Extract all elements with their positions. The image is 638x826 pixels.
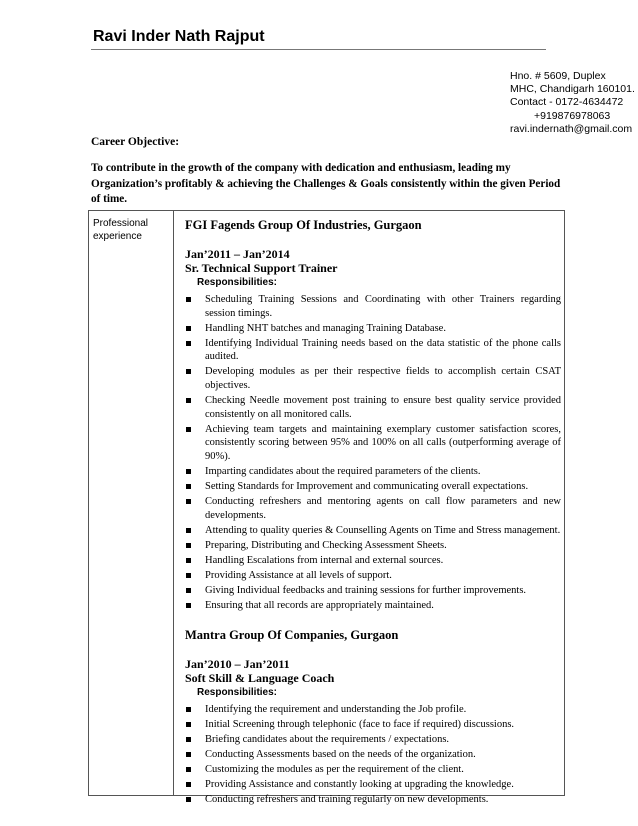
square-bullet-icon xyxy=(186,297,191,302)
list-item: Providing Assistance and constantly looking at upgrading the knowledge. xyxy=(185,778,561,792)
objective-text: To contribute in the growth of the company with dedication and enthusiasm, leading my Organization’s profitably & achieving the Challenges & Goals consistently within the given Period of time. xyxy=(91,162,561,206)
contact-mobile-line: +919876978063 xyxy=(534,109,611,122)
square-bullet-icon xyxy=(186,797,191,802)
square-bullet-icon xyxy=(186,484,191,489)
responsibilities-label: Responsibilities: xyxy=(197,686,278,698)
list-item: Attending to quality queries & Counselling Agents on Time and Stress management. xyxy=(185,524,561,538)
square-bullet-icon xyxy=(186,722,191,727)
contact-address-block xyxy=(510,70,635,136)
square-bullet-icon xyxy=(186,752,191,757)
square-bullet-icon xyxy=(186,558,191,563)
experience-label: Professional experience xyxy=(93,218,149,242)
square-bullet-icon xyxy=(186,398,191,403)
job-role: Soft Skill & Language Coach xyxy=(185,670,335,685)
square-bullet-icon xyxy=(186,543,191,548)
responsibilities-label: Responsibilities: xyxy=(197,277,278,288)
job-role: Sr. Technical Support Trainer xyxy=(185,261,338,275)
list-item: Achieving team targets and maintaining exemplary customer satisfaction scores, consistently scoring between 95% and 100% on all calls (outperforming average of 90%). xyxy=(185,423,561,464)
contact-email: ravi.indernath@gmail.com xyxy=(510,122,633,135)
list-item: Setting Standards for Improvement and communicating overall expectations. xyxy=(185,480,561,494)
square-bullet-icon xyxy=(186,341,191,346)
square-bullet-icon xyxy=(186,737,191,742)
column-divider xyxy=(173,211,174,795)
address-line: MHC, Chandigarh 160101. xyxy=(510,83,635,96)
list-item: Conducting refreshers and training regularly on new developments. xyxy=(185,793,561,807)
square-bullet-icon xyxy=(186,573,191,578)
list-item: Conducting Assessments based on the needs of the organization. xyxy=(185,748,561,762)
responsibility-list xyxy=(185,293,561,613)
list-item: Imparting candidates about the required parameters of the clients. xyxy=(185,465,561,479)
square-bullet-icon xyxy=(186,528,191,533)
square-bullet-icon xyxy=(186,707,191,712)
job-company: Mantra Group Of Companies, Gurgaon xyxy=(185,627,399,642)
list-item: Handling Escalations from internal and external sources. xyxy=(185,554,561,568)
header-divider xyxy=(91,49,546,50)
list-item: Providing Assistance at all levels of support. xyxy=(185,569,561,583)
square-bullet-icon xyxy=(186,469,191,474)
candidate-name: Ravi Inder Nath Rajput xyxy=(93,28,265,45)
job-company: FGI Fagends Group Of Industries, Gurgaon xyxy=(185,218,422,232)
square-bullet-icon xyxy=(186,499,191,504)
experience-table xyxy=(88,210,565,806)
list-item: Identifying Individual Training needs based on the data statistic of the phone calls audited. xyxy=(185,337,561,364)
square-bullet-icon xyxy=(186,588,191,593)
square-bullet-icon xyxy=(186,326,191,331)
address-line: Hno. # 5609, Duplex xyxy=(510,70,606,82)
list-item: Handling NHT batches and managing Training Database. xyxy=(185,322,561,336)
experience-content xyxy=(185,215,561,808)
list-item: Customizing the modules as per the requirement of the client. xyxy=(185,763,561,777)
list-item: Conducting refreshers and mentoring agents on call flow parameters and new developments. xyxy=(185,495,561,522)
job-period: Jan’2010 – Jan’2011 xyxy=(185,656,290,671)
list-item: Identifying the requirement and understanding the Job profile. xyxy=(185,703,561,717)
responsibility-list xyxy=(185,703,561,807)
square-bullet-icon xyxy=(186,767,191,772)
contact-phone-line: Contact - 0172-4634472 xyxy=(510,96,624,109)
list-item: Scheduling Training Sessions and Coordinating with other Trainers regarding session timings. xyxy=(185,293,561,320)
list-item: Checking Needle movement post training to ensure best quality service provided consistently on all monitored calls. xyxy=(185,394,561,421)
list-item: Initial Screening through telephonic (face to face if required) discussions. xyxy=(185,718,561,732)
list-item: Ensuring that all records are appropriately maintained. xyxy=(185,599,561,613)
objective-heading: Career Objective: xyxy=(91,136,180,148)
list-item: Preparing, Distributing and Checking Assessment Sheets. xyxy=(185,539,561,553)
list-item: Briefing candidates about the requirements / expectations. xyxy=(185,733,561,747)
square-bullet-icon xyxy=(186,782,191,787)
square-bullet-icon xyxy=(186,603,191,608)
square-bullet-icon xyxy=(186,427,191,432)
list-item: Developing modules as per their respective fields to accomplish certain CSAT objectives. xyxy=(185,365,561,392)
square-bullet-icon xyxy=(186,369,191,374)
job-period: Jan’2011 – Jan’2014 xyxy=(185,247,290,261)
list-item: Giving Individual feedbacks and training sessions for further improvements. xyxy=(185,584,561,598)
